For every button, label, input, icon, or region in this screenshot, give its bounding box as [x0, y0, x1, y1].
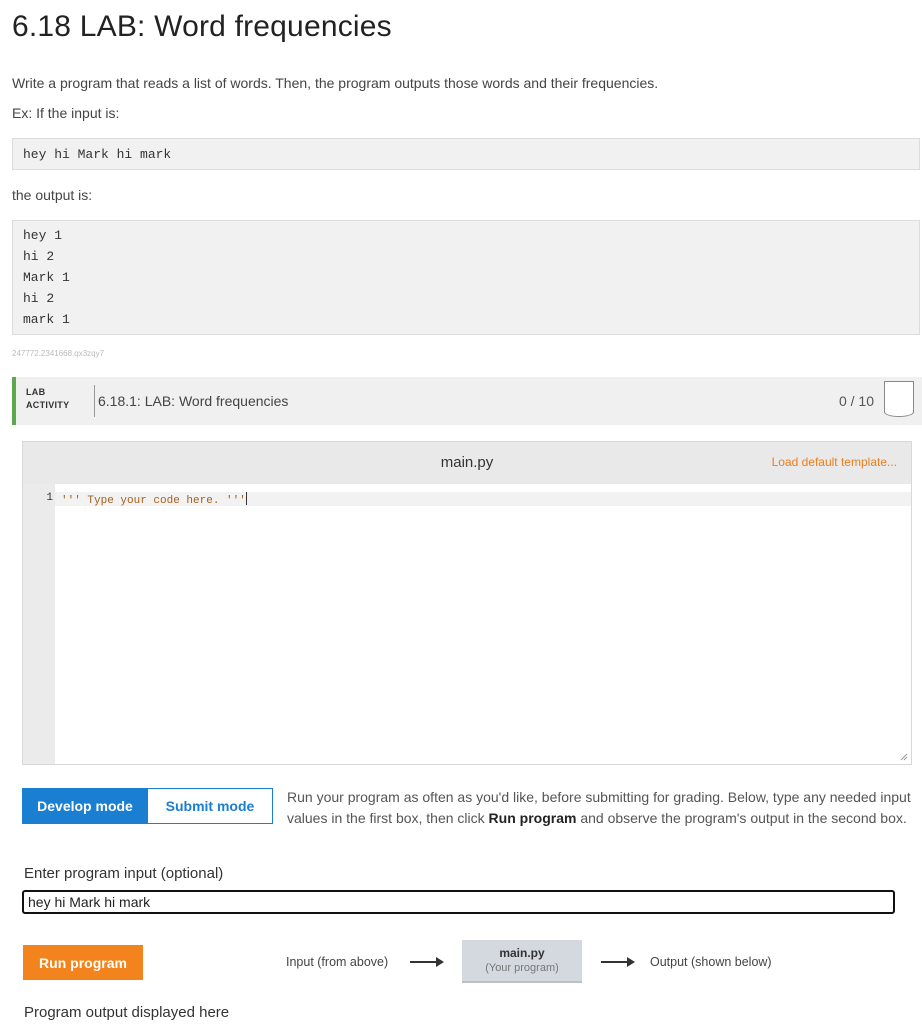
code-editor [22, 441, 912, 765]
editor-code-line[interactable] [61, 492, 247, 508]
example-output-line: mark 1 [23, 312, 70, 327]
editor-header [23, 442, 911, 484]
output-intro: the output is: [12, 187, 93, 203]
mode-toggle [22, 788, 273, 824]
description-text: Write a program that reads a list of words. Then, the program outputs those words and their frequencies. [12, 75, 659, 91]
lab-activity-name: 6.18.1: LAB: Word frequencies [98, 393, 289, 409]
program-input-field[interactable] [22, 890, 895, 914]
lab-tag-line1: LAB [26, 387, 46, 397]
editor-code-text: ''' Type your code here. ''' [61, 495, 246, 507]
mode-description-bold: Run program [488, 810, 577, 826]
example-output-line: Mark 1 [23, 270, 70, 285]
editor-body[interactable] [23, 484, 911, 764]
load-default-template-link[interactable]: Load default template... [771, 455, 897, 469]
example-output-line: hi 2 [23, 249, 55, 264]
example-input-line: hey hi Mark hi mark [23, 147, 172, 162]
score-text: 0 / 10 [838, 393, 874, 409]
line-number-gutter [23, 484, 55, 764]
text-cursor [246, 492, 247, 505]
arrow-right-icon [601, 956, 635, 968]
mode-description-pre: Run your program as often as you'd like, before submitting for grading. Below, type any needed input values in the first box, then click [287, 789, 911, 826]
flow-output-label: Output (shown below) [650, 955, 772, 969]
program-output-label: Program output displayed here [24, 1004, 230, 1021]
program-box-subtitle: (Your program) [485, 962, 559, 974]
flow-input-label: Input (from above) [286, 955, 389, 969]
example-output-line: hey 1 [23, 228, 63, 243]
mode-description [287, 787, 912, 829]
line-number: 1 [46, 492, 53, 504]
program-box-name: main.py [499, 946, 545, 960]
example-input-box [12, 138, 920, 170]
lab-activity-header [12, 377, 922, 425]
lab-activity-tag [26, 386, 69, 412]
lab-divider [94, 385, 95, 417]
mode-description-post: and observe the program's output in the second box. [576, 810, 907, 826]
completion-badge-icon [884, 381, 914, 417]
program-input-label: Enter program input (optional) [24, 865, 224, 882]
example-output-box [12, 220, 920, 335]
lab-tag-line2: ACTIVITY [26, 400, 70, 410]
develop-mode-button[interactable]: Develop mode [23, 789, 147, 823]
example-output-line: hi 2 [23, 291, 55, 306]
arrow-right-icon [410, 956, 444, 968]
program-box [462, 940, 582, 983]
page-title: 6.18 LAB: Word frequencies [12, 10, 392, 43]
reference-id: 247772.2341668.qx3zqy7 [12, 349, 105, 358]
example-intro: Ex: If the input is: [12, 105, 120, 121]
resize-handle-icon[interactable] [900, 753, 908, 761]
run-program-button[interactable]: Run program [23, 945, 143, 980]
submit-mode-button[interactable]: Submit mode [147, 789, 272, 823]
editor-filename: main.py [440, 454, 494, 471]
